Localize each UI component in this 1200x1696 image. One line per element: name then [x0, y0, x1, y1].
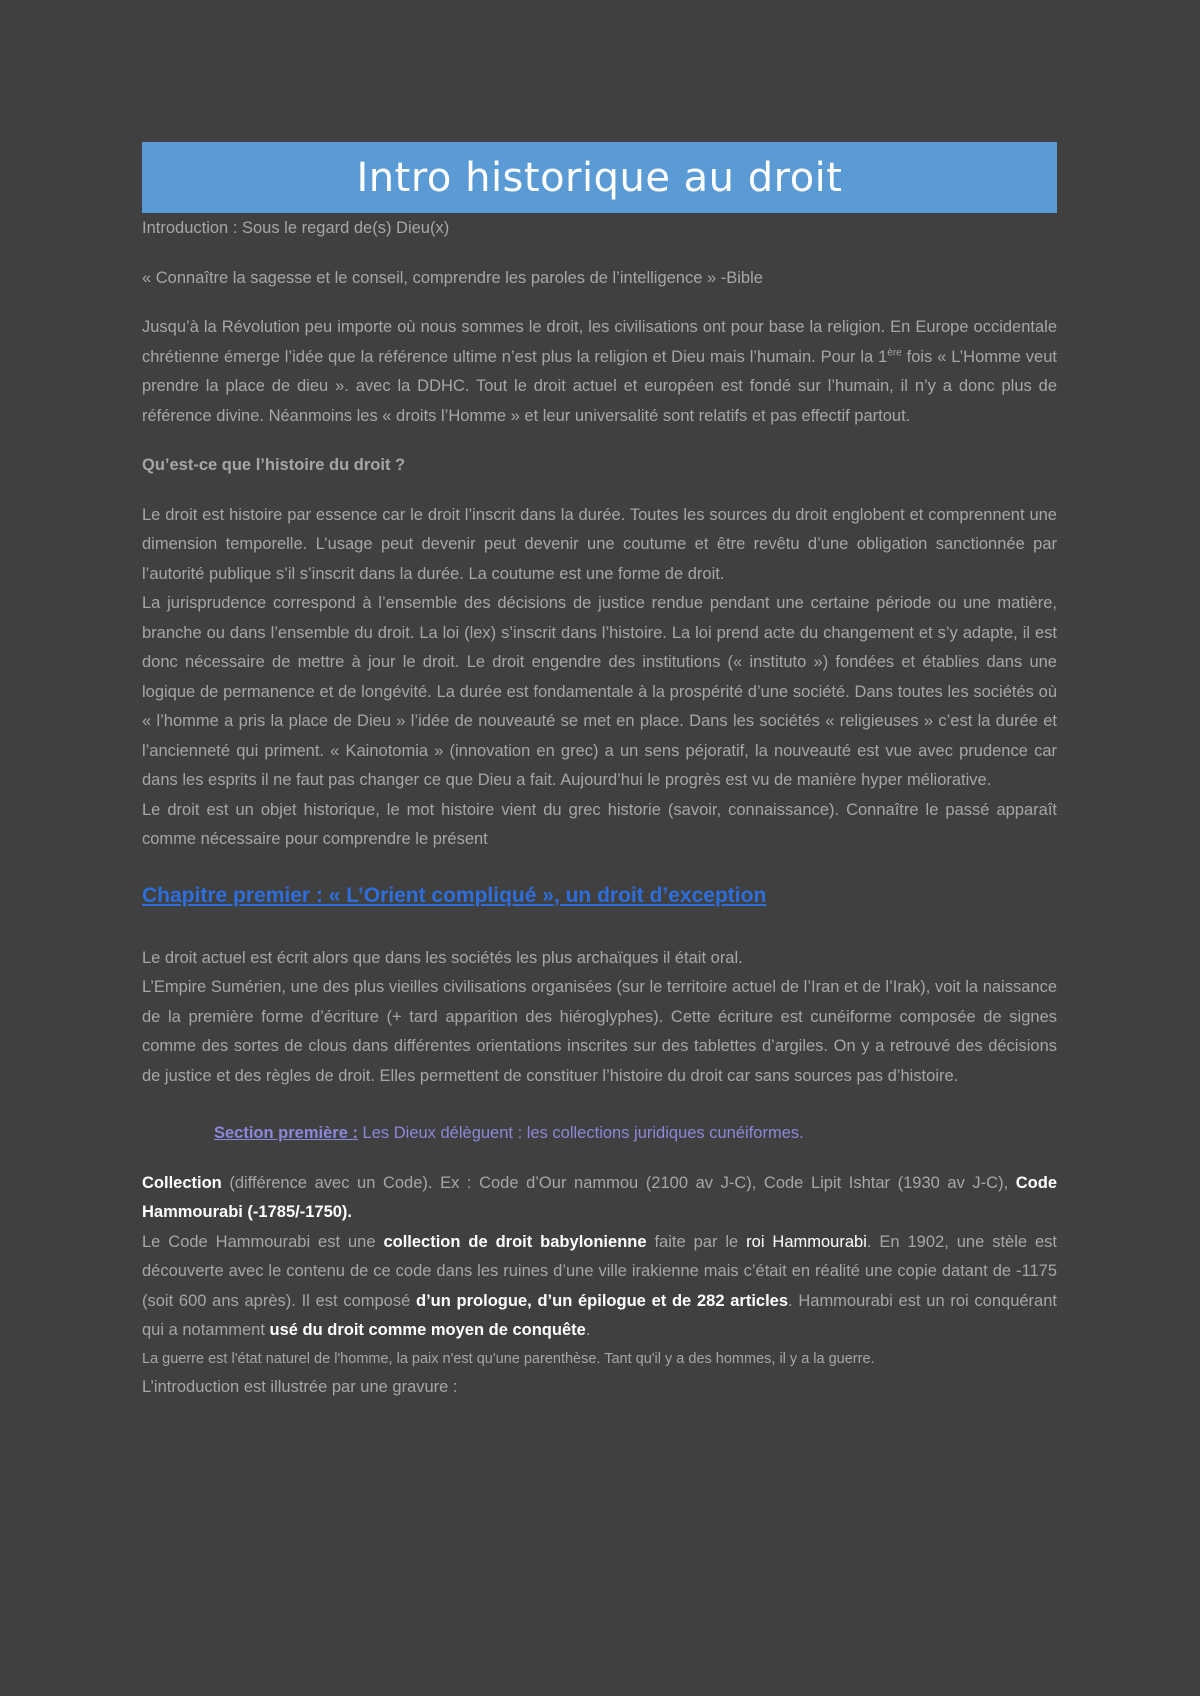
paragraph-code-hammourabi: Le Code Hammourabi est une collection de droit babylonienne faite par le roi Hammourabi. En 1902, une stèle est découverte avec le contenu de ce code dans les ruines d’une ville irakienne mais c’était en réalité une copie datant de -1175 (soit 600 ans après). Il est composé d’un prologue, d’un épilogue et de 282 articles. Hammourabi est un roi conquérant qui a notamment usé du droit comme moyen de conquête. — [142, 1232, 1057, 1339]
paragraph-collection: Collection (différence avec un Code). Ex : Code d’Our nammou (2100 av J-C), Code Lipit Ishtar (1930 av J-C), Code Hammourabi (-1785/-1750). — [142, 1173, 1057, 1221]
gravure-line: L’introduction est illustrée par une gravure : — [142, 1377, 458, 1396]
document-page — [142, 142, 1057, 1402]
paragraph-empire-sumerien: L’Empire Sumérien, une des plus vieilles civilisations organisées (sur le territoire actuel de l’Iran et de l’Irak), voit la naissance de la première forme d’écriture (+ tard apparition des hiéroglyphes). Cette écriture est cunéiforme composée de signes comme des sortes de clous dans différentes orientations inscrites sur des tablettes d’argiles. On y a retrouvé des décisions de justice et des règles de droit. Elles permettent de constituer l’histoire du droit car sans sources pas d’histoire. — [142, 978, 1057, 1085]
document-title: Intro historique au droit — [356, 154, 843, 201]
section-heading: Section première : Les Dieux délèguent : les collections juridiques cunéiformes. — [214, 1124, 804, 1142]
intro-line: Introduction : Sous le regard de(s) Dieu(x) — [142, 219, 450, 237]
paragraph-revolution: Jusqu’à la Révolution peu importe où nous sommes le droit, les civilisations ont pour base la religion. En Europe occidentale chrétienne émerge l’idée que la référence ultime n’est plus la religion et Dieu mais l’humain. Pour la 1ère fois « L’Homme veut prendre la place de dieu ». avec la DDHC. Tout le droit actuel et européen est fondé sur l’humain, il n’y a donc plus de référence divine. Néanmoins les « droits l’Homme » et leur universalité sont relatifs et pas effectif partout. — [142, 318, 1057, 425]
section-heading-label[interactable]: Section première : — [214, 1124, 358, 1142]
paragraph-droit-histoire: Le droit est histoire par essence car le droit l’inscrit dans la durée. Toutes les sources du droit englobent et comprennent une dimension temporelle. L’usage peut devenir peut devenir une coutume et être revêtu d’une obligation sanctionnée par l’autorité publique s’il s’inscrit dans la durée. La coutume est une forme de droit. — [142, 505, 1057, 583]
chapter-heading-link[interactable]: Chapitre premier : « L’Orient compliqué », un droit d’exception — [142, 883, 767, 907]
paragraph-jurisprudence: La jurisprudence correspond à l’ensemble des décisions de justice rendue pendant une certaine période ou une matière, branche ou dans l’ensemble du droit. La loi (lex) s’inscrit dans l’histoire. La loi prend acte du changement et s’y adapte, il est donc nécessaire de mettre à jour le droit. Le droit engendre des institutions (« instituto ») fondées et établies dans une logique de permanence et de longévité. La durée est fondamentale à la prospérité d’une société. Dans toutes les sociétés où « l’homme a pris la place de Dieu » l’idée de nouveauté se met en place. Dans les sociétés « religieuses » c’est la durée et l’ancienneté qui priment. « Kainotomia » (innovation en grec) a un sens péjoratif, la nouveauté est vue avec prudence car dans les esprits il ne faut pas changer ce que Dieu a fait. Aujourd’hui le progrès est vu de manière hyper méliorative. — [142, 594, 1057, 789]
paragraph-objet-historique: Le droit est un objet historique, le mot histoire vient du grec historie (savoir, connaissance). Connaître le passé apparaît comme nécessaire pour comprendre le présent — [142, 800, 1057, 848]
bible-quote: « Connaître la sagesse et le conseil, comprendre les paroles de l’intelligence » -Bible — [142, 268, 763, 287]
war-quote-line: La guerre est l'état naturel de l'homme, la paix n'est qu'une parenthèse. Tant qu'il y a des hommes, il y a la guerre. — [142, 1350, 875, 1367]
paragraph-droit-oral: Le droit actuel est écrit alors que dans les sociétés les plus archaïques il était oral. — [142, 948, 743, 967]
section-question: Qu’est-ce que l’histoire du droit ? — [142, 456, 406, 474]
document-title-bar — [142, 142, 1057, 213]
